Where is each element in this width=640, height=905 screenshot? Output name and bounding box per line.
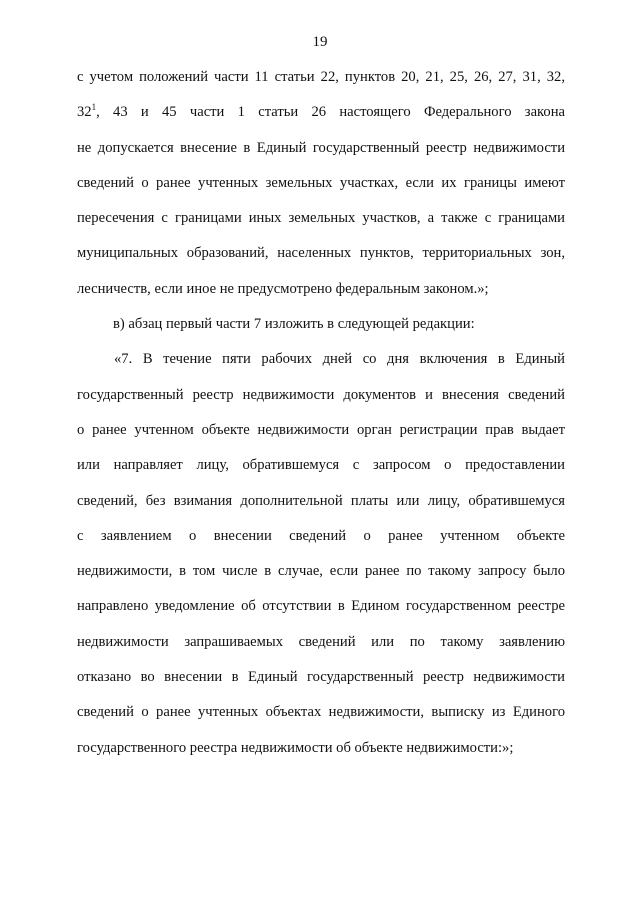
text-line-12: или направляет лицу, обратившемуся с запросом о предоставлении [77,457,565,474]
text-line-13: сведений, без взимания дополнительной платы или лицу, обратившемуся [77,492,565,509]
text-line-17: недвижимости запрашиваемых сведений или по такому заявлению [77,633,565,650]
text-line-1: с учетом положений части 11 статьи 22, пунктов 20, 21, 25, 26, 27, 31, 32, [77,69,565,85]
text-line-14: с заявлением о внесении сведений о ранее учтенном объекте [77,527,565,544]
text-line-20: государственного реестра недвижимости об объекте недвижимости:»; [77,739,514,756]
text-line-19: сведений о ранее учтенных объектах недвижимости, выписку из Единого [77,704,565,721]
text-line-2: $32^1$, 43 и 45 части 1 статьи 26 настоящего Федерального закона [77,102,565,121]
text-line-4: сведений о ранее учтенных земельных участках, если их границы имеют [77,174,565,191]
text-line-10: государственный реестр недвижимости документов и внесения сведений [77,386,565,403]
text-line-6: муниципальных образований, населенных пунктов, территориальных зон, [77,245,565,262]
text-line-16: направлено уведомление об отсутствии в Едином государственном реестре [77,598,565,615]
text-line-8: в) абзац первый части 7 изложить в следующей редакции: [113,316,475,333]
text-line-15: недвижимости, в том числе в случае, если ранее по такому запросу было [77,563,565,580]
text-line-9: «7. В течение пяти рабочих дней со дня включения в Единый [114,351,565,368]
page-number: 19 [312,34,328,50]
text-line-5: пересечения с границами иных земельных участков, а также с границами [77,210,565,227]
text-line-18: отказано во внесении в Единый государственный реестр недвижимости [77,669,565,686]
text-line-7: лесничеств, если иное не предусмотрено федеральным законом.»; [77,280,489,297]
text-line-11: о ранее учтенном объекте недвижимости орган регистрации прав выдает [77,421,565,438]
item-ref-32-1: $32^1$, [77,102,100,121]
text-line-3: не допускается внесение в Единый государственный реестр недвижимости [77,139,565,156]
document-body [77,60,565,766]
